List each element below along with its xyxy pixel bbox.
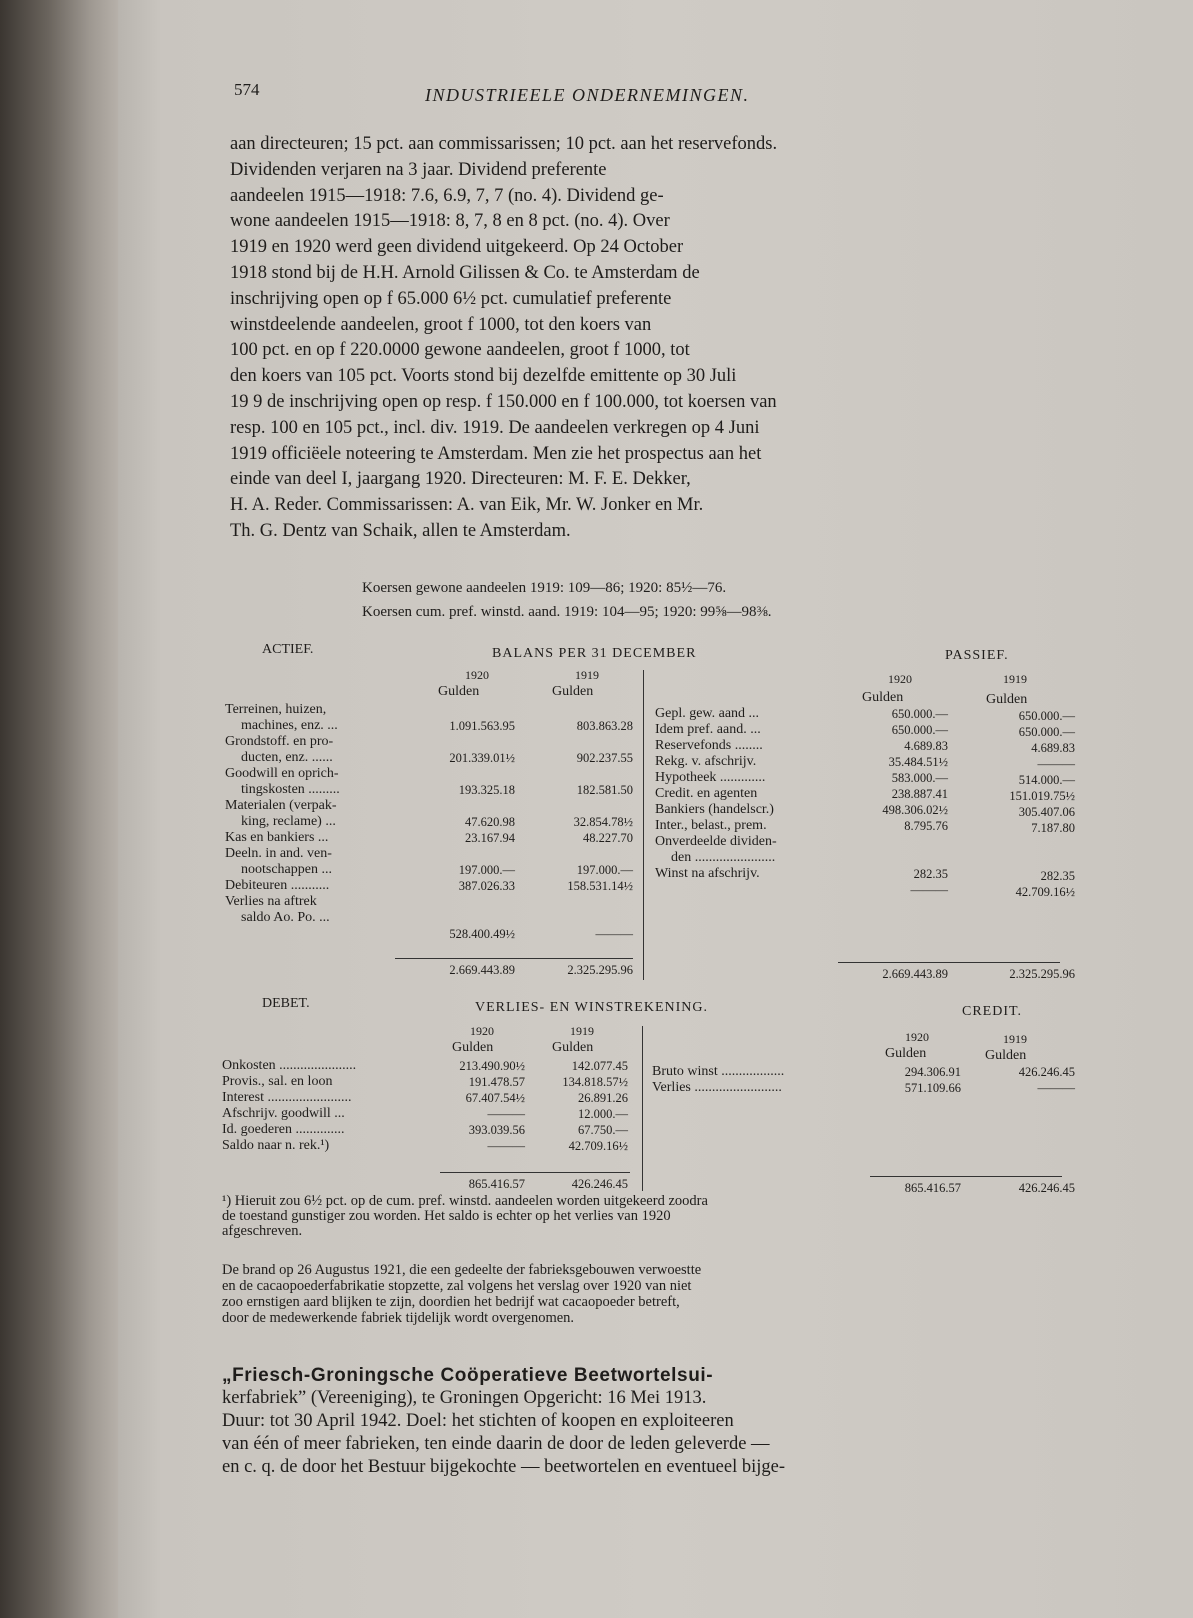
- passief-label: Onverdeelde dividen- den .......................: [655, 834, 777, 865]
- actief-value-1919: 48.227.70: [583, 831, 633, 845]
- credit-total-1920: 865.416.57: [904, 1181, 961, 1195]
- actief-value-1919: 902.237.55: [576, 751, 633, 765]
- text-line: Th. G. Dentz van Schaik, allen te Amsterdam.: [230, 520, 571, 541]
- passief-value-1920: 650.000.—: [891, 723, 948, 737]
- debet-value-1919: 142.077.45: [571, 1059, 628, 1073]
- passief-value-1920: 238.887.41: [891, 787, 948, 801]
- actief-label: Terreinen, huizen, machines, enz. ...: [225, 702, 338, 733]
- actief-value-1919: ———: [595, 927, 633, 941]
- page-number: 574: [234, 80, 260, 99]
- balance-column-divider: [643, 670, 644, 980]
- unit-header: Gulden: [552, 684, 594, 699]
- passief-value-1919: 305.407.06: [1018, 805, 1075, 819]
- debet-label: Afschrijv. goodwill ...: [222, 1106, 345, 1121]
- share-price-quote-ordinary: Koersen gewone aandeelen 1919: 109—86; 1920: 85½—76.: [362, 580, 727, 596]
- unit-header: Gulden: [985, 1048, 1027, 1063]
- year-header: 1920: [465, 668, 489, 682]
- passief-value-1920: 4.689.83: [904, 739, 948, 753]
- debet-value-1919: 26.891.26: [578, 1091, 628, 1105]
- book-binding-edge: [0, 0, 120, 1618]
- unit-header: Gulden: [438, 684, 480, 699]
- running-title: INDUSTRIEELE ONDERNEMINGEN.: [425, 85, 750, 105]
- passief-value-1920: 35.484.51½: [888, 755, 948, 769]
- passief-label: Gepl. gew. aand ...: [655, 706, 760, 721]
- actief-value-1919: 182.581.50: [576, 783, 633, 797]
- text-line: 1918 stond bij de H.H. Arnold Gilissen & Co. te Amsterdam de: [230, 262, 700, 283]
- passief-label: Hypotheek .............: [655, 770, 766, 785]
- debet-heading: DEBET.: [262, 996, 310, 1011]
- unit-header: Gulden: [986, 692, 1028, 707]
- actief-label: Materialen (verpak- king, reclame) ...: [225, 798, 337, 829]
- debet-value-1920: 191.478.57: [468, 1075, 525, 1089]
- debet-value-1920: ———: [487, 1107, 525, 1121]
- footnote: [222, 1194, 1042, 1239]
- text-line: wone aandeelen 1915—1918: 8, 7, 8 en 8 pct. (no. 4). Over: [230, 211, 670, 232]
- actief-value-1920: 528.400.49½: [449, 927, 515, 941]
- actief-value-1919: 197.000.—: [576, 863, 633, 877]
- text-line: 100 pct. en op f 220.0000 gewone aandeelen, groot f 1000, tot: [230, 340, 690, 361]
- debet-value-1919: 67.750.—: [578, 1123, 628, 1137]
- actief-label: Kas en bankiers ...: [225, 830, 329, 845]
- text-line: en de cacaopoederfabrikatie stopzette, zal volgens het verslag over 1920 van niet: [222, 1278, 692, 1294]
- text-line: aan directeuren; 15 pct. aan commissarissen; 10 pct. aan het reservefonds.: [230, 134, 778, 154]
- unit-header: Gulden: [885, 1046, 927, 1061]
- text-line: kerfabriek” (Vereeniging), te Groningen Opgericht: 16 Mei 1913.: [222, 1388, 707, 1408]
- passief-label: Credit. en agenten: [655, 786, 758, 801]
- profit-loss-heading: VERLIES- EN WINSTREKENING.: [475, 1000, 708, 1015]
- text-line: inschrijving open op f 65.000 6½ pct. cumulatief preferente: [230, 288, 672, 309]
- share-price-quote-preferred: Koersen cum. pref. winstd. aand. 1919: 104—95; 1920: 99⅝—98⅜.: [362, 604, 772, 620]
- passief-value-1920: 282.35: [913, 867, 948, 881]
- passief-label: Idem pref. aand. ...: [655, 722, 761, 737]
- passief-label: Rekg. v. afschrijv.: [655, 754, 757, 769]
- text-line: winstdeelende aandeelen, groot f 1000, tot den koers van: [230, 314, 652, 335]
- actief-label: Debiteuren ...........: [225, 878, 330, 893]
- debet-value-1920: 67.407.54½: [465, 1091, 525, 1105]
- text-line: Dividenden verjaren na 3 jaar. Dividend preferente: [230, 159, 607, 180]
- actief-total-1920: 2.669.443.89: [449, 963, 515, 977]
- unit-header: Gulden: [452, 1040, 494, 1055]
- text-line: afgeschreven.: [222, 1223, 303, 1239]
- actief-label: Deeln. in and. ven- nootschappen ...: [225, 846, 332, 877]
- passief-value-1919: 650.000.—: [1018, 709, 1075, 723]
- actief-value-1920: 23.167.94: [465, 831, 515, 845]
- passief-label: Winst na afschrijv.: [655, 866, 760, 881]
- actief-label: Verlies na aftrek saldo Ao. Po. ...: [225, 894, 330, 925]
- passief-label: Inter., belast., prem.: [655, 818, 767, 833]
- year-header: 1920: [905, 1030, 929, 1044]
- balance-sheet-heading: BALANS PER 31 DECEMBER: [492, 646, 697, 661]
- actief-value-1920: 197.000.—: [458, 863, 515, 877]
- fire-note-paragraph: [222, 1262, 1042, 1326]
- debet-value-1920: 393.039.56: [468, 1123, 525, 1137]
- credit-value-1919: ———: [1037, 1081, 1075, 1095]
- passief-value-1919: 7.187.80: [1031, 821, 1075, 835]
- debet-value-1920: ———: [487, 1139, 525, 1153]
- actief-heading: ACTIEF.: [262, 642, 314, 657]
- total-rule: [870, 1176, 1062, 1177]
- year-header: 1919: [575, 668, 599, 682]
- credit-total-1919: 426.246.45: [1018, 1181, 1075, 1195]
- passief-value-1919: 650.000.—: [1018, 725, 1075, 739]
- credit-value-1920: 571.109.66: [904, 1081, 961, 1095]
- total-rule: [838, 962, 1060, 963]
- text-line: 19 9 de inschrijving open op resp. f 150.000 en f 100.000, tot koersen van: [230, 391, 777, 412]
- passief-total-1920: 2.669.443.89: [882, 967, 948, 981]
- passief-value-1920: ———: [910, 883, 948, 897]
- year-header: 1920: [888, 672, 912, 686]
- total-rule: [395, 958, 633, 959]
- passief-value-1919: 282.35: [1040, 869, 1075, 883]
- actief-value-1920: 1.091.563.95: [449, 719, 515, 733]
- pl-column-divider: [642, 1026, 643, 1191]
- year-header: 1919: [1003, 1032, 1027, 1046]
- credit-value-1920: 294.306.91: [904, 1065, 961, 1079]
- passief-value-1920: 583.000.—: [891, 771, 948, 785]
- actief-value-1920: 387.026.33: [458, 879, 515, 893]
- actief-label: Goodwill en oprich- tingskosten .........: [225, 766, 340, 797]
- debet-value-1920: 213.490.90½: [459, 1059, 525, 1073]
- passief-heading: PASSIEF.: [945, 648, 1009, 663]
- debet-total-1919: 426.246.45: [571, 1177, 628, 1191]
- passief-label: Reservefonds ........: [655, 738, 763, 753]
- debet-label: Saldo naar n. rek.¹): [222, 1138, 330, 1153]
- passief-value-1919: 514.000.—: [1018, 773, 1075, 787]
- passief-value-1920: 8.795.76: [904, 819, 948, 833]
- text-line: zoo ernstigen aard blijken te zijn, doordien het bedrijf wat cacaopoeder betreft,: [222, 1294, 680, 1310]
- text-line: De brand op 26 Augustus 1921, die een gedeelte der fabrieksgebouwen verwoestte: [222, 1262, 702, 1278]
- text-line: 1919 en 1920 werd geen dividend uitgekeerd. Op 24 October: [230, 237, 684, 258]
- text-line: aandeelen 1915—1918: 7.6, 6.9, 7, 7 (no. 4). Dividend ge-: [230, 185, 664, 206]
- text-line: 1919 officiëele noteering te Amsterdam. Men zie het prospectus aan het: [230, 443, 762, 464]
- actief-value-1920: 201.339.01½: [449, 751, 515, 765]
- passief-value-1919: 151.019.75½: [1009, 789, 1075, 803]
- text-line: door de medewerkende fabriek tijdelijk wordt overgenomen.: [222, 1310, 575, 1326]
- debet-label: Provis., sal. en loon: [222, 1074, 333, 1089]
- credit-label: Verlies .........................: [652, 1080, 782, 1095]
- total-rule: [440, 1172, 630, 1173]
- debet-total-1920: 865.416.57: [468, 1177, 525, 1191]
- text-line: den koers van 105 pct. Voorts stond bij dezelfde emittente op 30 Juli: [230, 366, 737, 387]
- actief-value-1920: 47.620.98: [465, 815, 515, 829]
- text-line: einde van deel I, jaargang 1920. Directeuren: M. F. E. Dekker,: [230, 469, 691, 490]
- passief-value-1919: 4.689.83: [1031, 741, 1075, 755]
- text-line: Duur: tot 30 April 1942. Doel: het stichten of koopen en exploiteeren: [222, 1411, 734, 1431]
- actief-value-1919: 803.863.28: [576, 719, 633, 733]
- next-company-entry: [222, 1364, 1042, 1479]
- passief-label: Bankiers (handelscr.): [655, 802, 774, 817]
- actief-value-1920: 193.325.18: [458, 783, 515, 797]
- debet-value-1919: 42.709.16½: [568, 1139, 628, 1153]
- passief-value-1919: ———: [1037, 757, 1075, 771]
- debet-value-1919: 134.818.57½: [562, 1075, 628, 1089]
- text-line: ¹) Hieruit zou 6½ pct. op de cum. pref. winstd. aandeelen worden uitgekeerd zoodra: [222, 1193, 708, 1209]
- actief-value-1919: 158.531.14½: [567, 879, 633, 893]
- company-name-line: „Friesch-Groningsche Coöperatieve Beetwortelsui-: [222, 1365, 714, 1386]
- debet-label: Interest ........................: [222, 1090, 352, 1105]
- year-header: 1920: [470, 1024, 494, 1038]
- text-line: van één of meer fabrieken, ten einde daarin de door de leden geleverde —: [222, 1434, 770, 1454]
- text-line: H. A. Reder. Commissarissen: A. van Eik, Mr. W. Jonker en Mr.: [230, 495, 704, 516]
- debet-label: Id. goederen ..............: [222, 1122, 345, 1137]
- company-description-paragraph: [230, 132, 1045, 545]
- passief-value-1920: 498.306.02½: [882, 803, 948, 817]
- credit-value-1919: 426.246.45: [1018, 1065, 1075, 1079]
- actief-value-1919: 32.854.78½: [573, 815, 633, 829]
- credit-label: Bruto winst ..................: [652, 1064, 785, 1079]
- text-line: en c. q. de door het Bestuur bijgekochte — beetwortelen en eventueel bijge-: [222, 1457, 786, 1477]
- year-header: 1919: [1003, 672, 1027, 686]
- actief-label: Grondstoff. en pro- ducten, enz. ......: [225, 734, 334, 765]
- passief-value-1920: 650.000.—: [891, 707, 948, 721]
- credit-heading: CREDIT.: [962, 1004, 1023, 1019]
- year-header: 1919: [570, 1024, 594, 1038]
- unit-header: Gulden: [862, 690, 904, 705]
- passief-total-1919: 2.325.295.96: [1009, 967, 1075, 981]
- text-line: resp. 100 en 105 pct., incl. div. 1919. De aandeelen verkregen op 4 Juni: [230, 417, 760, 438]
- debet-value-1919: 12.000.—: [578, 1107, 628, 1121]
- text-line: de toestand gunstiger zou worden. Het saldo is echter op het verlies van 1920: [222, 1208, 671, 1224]
- passief-value-1919: 42.709.16½: [1015, 885, 1075, 899]
- unit-header: Gulden: [552, 1040, 594, 1055]
- actief-total-1919: 2.325.295.96: [567, 963, 633, 977]
- debet-label: Onkosten ......................: [222, 1058, 357, 1073]
